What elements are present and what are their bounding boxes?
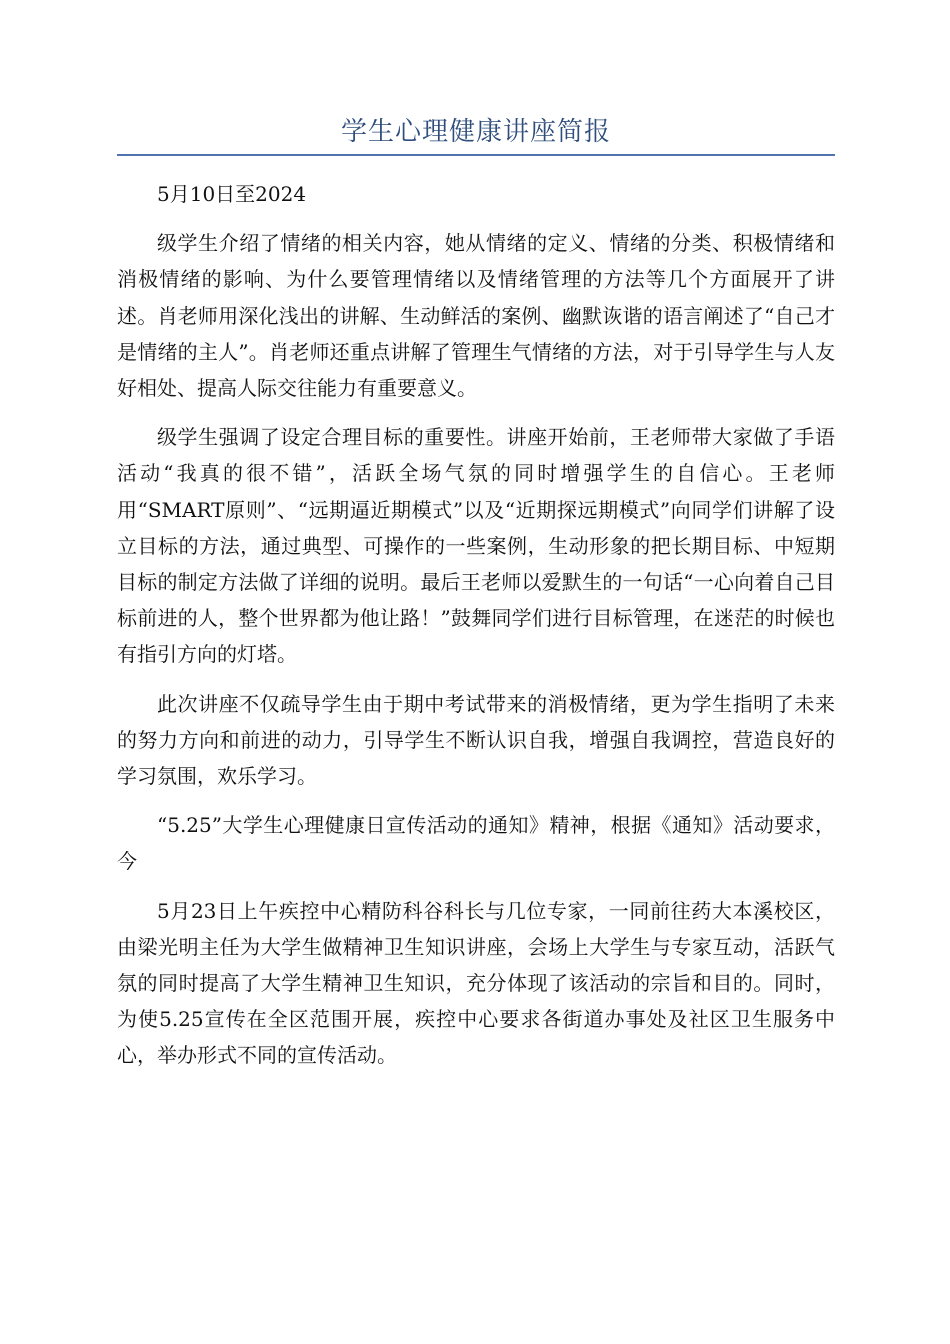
document-title: 学生心理健康讲座简报 (340, 117, 611, 147)
title-underline (117, 154, 835, 156)
paragraph-summary: 此次讲座不仅疏导学生由于期中考试带来的消极情绪，更为学生指明了未来的努力方向和前进的动力，引导学生不断认识自我，增强自我调控，营造良好的学习氛围，欢乐学习。 (117, 691, 835, 789)
paragraph-notice: “5.25”大学生心理健康日宣传活动的通知》精神，根据《通知》活动要求，今 (117, 813, 835, 874)
paragraph-date: 5月10日至2024 (157, 182, 307, 206)
paragraph-goal-setting: 级学生强调了设定合理目标的重要性。讲座开始前，王老师带大家做了手语活动“我真的很不错”，活跃全场气氛的同时增强学生的自信心。王老师用“SMART原则”、“远期逼近期模式”以及“近期探远期模式”向同学们讲解了设立目标的方法，通过典型、可操作的一些案例，生动形象的把长期目标、中短期目标的制定方法做了详细的说明。最后王老师以爱默生的一句话“一心向着自己目标前进的人，整个世界都为他让路！”鼓舞同学们进行目标管理，在迷茫的时候也有指引方向的灯塔。 (117, 425, 835, 667)
document-body (117, 176, 835, 1087)
paragraph-may-23-event: 5月23日上午疾控中心精防科谷科长与几位专家，一同前往药大本溪校区，由梁光明主任为大学生做精神卫生知识讲座，会场上大学生与专家互动，活跃气氛的同时提高了大学生精神卫生知识，充分体现了该活动的宗旨和目的。同时，为使5.25宣传在全区范围开展，疾控中心要求各街道办事处及社区卫生服务中心，举办形式不同的宣传活动。 (117, 898, 835, 1068)
paragraph-emotion-lecture: 级学生介绍了情绪的相关内容，她从情绪的定义、情绪的分类、积极情绪和消极情绪的影响、为什么要管理情绪以及情绪管理的方法等几个方面展开了讲述。肖老师用深化浅出的讲解、生动鲜活的案例、幽默诙谐的语言阐述了“自己才是情绪的主人”。肖老师还重点讲解了管理生气情绪的方法，对于引导学生与人友好相处、提高人际交往能力有重要意义。 (117, 231, 835, 401)
